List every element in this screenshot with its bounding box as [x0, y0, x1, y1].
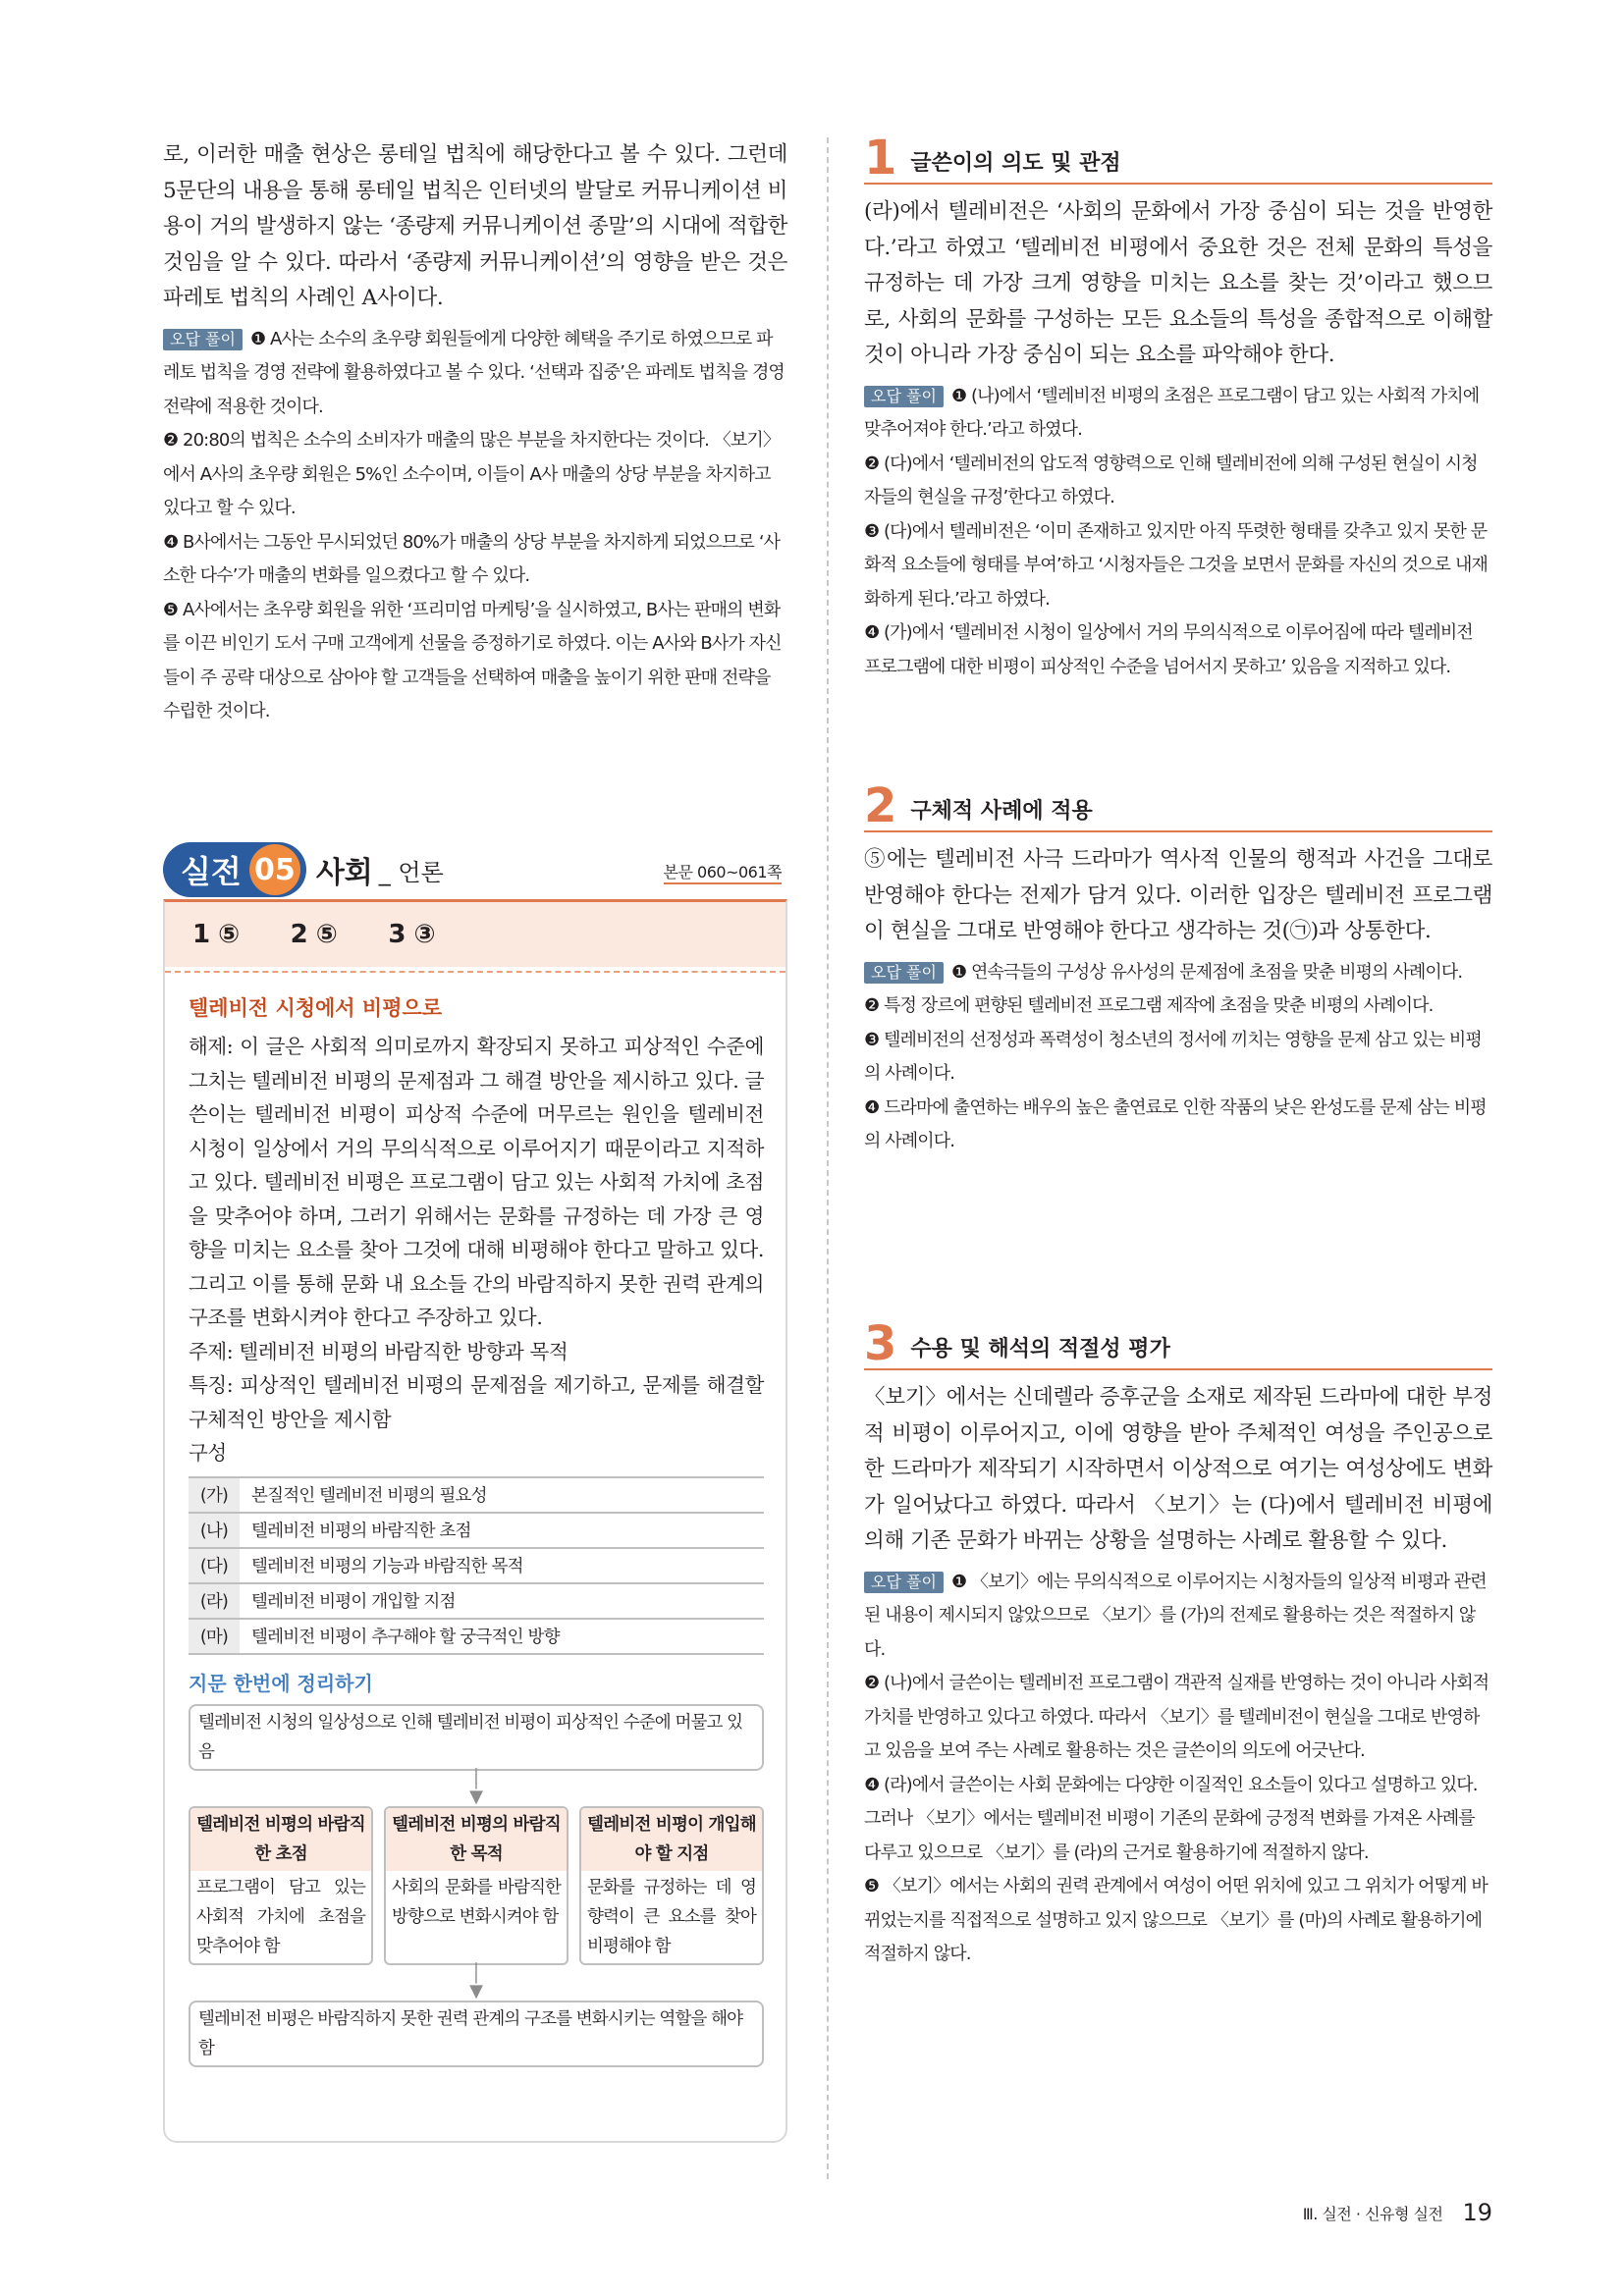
note-item: ❹ B사에서는 그동안 무시되었던 80%가 매출의 상당 부분을 차지하게 되었으므로 ‘사소한 다수’가 매출의 변화를 일으켰다고 할 수 있다.: [163, 531, 781, 586]
arrow-down-icon: │ ▼: [469, 1962, 483, 2002]
note-item: ❷ (나)에서 글쓴이는 텔레비전 프로그램이 객관적 실재를 반영하는 것이 아니라 사회적 가치를 반영하고 있다고 하였다. 따라서 〈보기〉를 텔레비전이 현실을 그대로 반영하고 있음을 보여 주는 사례로 활용하는 것은 글쓴이의 의도에 어긋난다.: [864, 1673, 1489, 1761]
wrong-answer-notes: [163, 323, 787, 729]
section-title: 구체적 사례에 적용: [910, 799, 1093, 824]
section-header: [864, 778, 1492, 833]
wrong-answer-badge: 오답 풀이: [864, 962, 944, 984]
wrong-answer-notes: [864, 1566, 1492, 1972]
structure-row: (라) 텔레비전 비평이 개입할 지점: [189, 1583, 764, 1619]
continued-paragraph: 로, 이러한 매출 현상은 롱테일 법칙에 해당한다고 볼 수 있다. 그런데 5문단의 내용을 통해 롱테일 법칙은 인터넷의 발달로 커뮤니케이션 비용이 거의 발생하지 않는 ‘종량제 커뮤니케이션 종말’의 시대에 적합한 것임을 알 수 있다. 따라서 ‘종량제 커뮤니케이션’의 영향을 받은 것은 파레토 법칙의 사례인 A사이다.: [163, 142, 787, 310]
flow-card-head: 텔레비전 비평의 바람직한 초점: [190, 1808, 371, 1871]
wrong-answer-notes: [864, 956, 1492, 1159]
flow-cards: [189, 1806, 764, 1965]
structure-label: 구성: [189, 1441, 227, 1465]
note-item: ❹ (라)에서 글쓴이는 사회 문화에는 다양한 이질적인 요소들이 있다고 설명하고 있다. 그러나 〈보기〉에서는 텔레비전 비평이 기존의 문화에 긍정적 변화를 가져온 사례를 다루고 있으므로 〈보기〉를 (라)의 근거로 활용하기에 적절하지 않다.: [864, 1774, 1478, 1863]
flow-card: [384, 1806, 568, 1965]
structure-row: (마) 텔레비전 비평이 추구해야 할 궁극적인 방향: [189, 1619, 764, 1654]
recap-title: 지문 한번에 정리하기: [189, 1671, 373, 1695]
page-number: 19: [1462, 2199, 1492, 2226]
footer-section: Ⅲ. 실전 · 신유형 실전: [1302, 2204, 1443, 2223]
wrong-answer-badge: 오답 풀이: [163, 329, 243, 350]
note-item: ❹ (가)에서 ‘텔레비전 시청이 일상에서 거의 무의식적으로 이루어짐에 따라 텔레비전 프로그램에 대한 비평이 피상적인 수준을 넘어서지 못하고’ 있음을 지적하고 있다.: [864, 622, 1473, 677]
answer-3: 3 ③: [388, 920, 435, 949]
passage-feature: 특징: 피상적인 텔레비전 비평의 문제점을 제기하고, 문제를 해결할 구체적인 방안을 제시함: [189, 1373, 764, 1431]
note-item: ❷ 특정 장르에 편향된 텔레비전 프로그램 제작에 초점을 맞춘 비평의 사례이다.: [864, 995, 1434, 1016]
structure-table: [189, 1476, 764, 1655]
note-item: ❶ 연속극들의 구성상 유사성의 문제점에 초점을 맞춘 비평의 사례이다.: [950, 961, 1463, 983]
structure-row: (다) 텔레비전 비평의 기능과 바람직한 목적: [189, 1548, 764, 1583]
wrong-answer-badge: 오답 풀이: [864, 1572, 944, 1593]
note-item: ❸ (다)에서 텔레비전은 ‘이미 존재하고 있지만 아직 뚜렷한 형태를 갖추고 있지 못한 문화적 요소들에 형태를 부여’하고 ‘시청자들은 그것을 보면서 문화를 자신의 것으로 내재화하게 된다.’라고 하였다.: [864, 520, 1488, 610]
wrong-answer-notes: [864, 380, 1492, 685]
note-item: ❸ 텔레비전의 선정성과 폭력성이 청소년의 정서에 끼치는 영향을 문제 삼고 있는 비평의 사례이다.: [864, 1029, 1482, 1084]
answer-2: 2 ⑤: [290, 920, 338, 949]
practice-category: 사회: [315, 856, 373, 890]
section-paragraph: (라)에서 텔레비전은 ‘사회의 문화에서 가장 중심이 되는 것을 반영한다.’라고 하였고 ‘텔레비전 비평에서 중요한 것은 전체 문화의 특성을 규정하는 데 가장 크게 영향을 미치는 요소를 찾는 것’이라고 했으므로, 사회의 문화를 구성하는 모든 요소들의 특성을 종합적으로 이해할 것이 아니라 가장 중심이 되는 요소를 파악해야 한다.: [864, 199, 1492, 367]
practice-number: 05: [249, 844, 300, 895]
section-paragraph: ⑤에는 텔레비전 사극 드라마가 역사적 인물의 행적과 사건을 그대로 반영해야 한다는 전제가 담겨 있다. 이러한 입장은 텔레비전 프로그램이 현실을 그대로 반영해야 한다고 생각하는 것(㉠)과 상통한다.: [864, 847, 1492, 943]
passage-heading: 텔레비전 시청에서 비평으로: [189, 996, 443, 1020]
dashed-divider: [165, 971, 785, 973]
flow-card: [189, 1806, 373, 1965]
answer-1: 1 ⑤: [192, 920, 240, 949]
practice-tab: [163, 842, 444, 897]
section-header: [864, 1316, 1492, 1371]
note-item: ❹ 드라마에 출연하는 배우의 높은 출연료로 인한 작품의 낮은 완성도를 문제 삼는 비평의 사례이다.: [864, 1096, 1487, 1151]
explanation-section-3: [864, 1316, 1492, 1972]
passage-summary: 해제: 이 글은 사회적 의미로까지 확장되지 못하고 피상적인 수준에 그치는 텔레비전 비평의 문제점과 그 해결 방안을 제시하고 있다. 글쓴이는 텔레비전 비평이 피상적 수준에 머무르는 원인을 텔레비전 시청이 일상에서 거의 무의식적으로 이루어지기 때문이라고 지적하고 있다. 텔레비전 비평은 프로그램이 담고 있는 사회적 가치에 초점을 맞추어야 하며, 그러기 위해서는 문화를 규정하는 데 가장 큰 영향을 미치는 요소를 찾아 그것에 대해 비평해야 한다고 말하고 있다. 그리고 이를 통해 문화 내 요소들 간의 바람직하지 못한 권력 관계의 구조를 변화시켜야 한다고 주장하고 있다.: [189, 1035, 764, 1329]
page-footer: [1303, 2199, 1492, 2226]
section-paragraph: 〈보기〉에서는 신데렐라 증후군을 소재로 제작된 드라마에 대한 부정적 비평이 이루어지고, 이에 영향을 받아 주체적인 여성을 주인공으로 한 드라마가 제작되기 시작하면서 이상적으로 여기는 여성상에도 변화가 일어났다고 하였다. 따라서 〈보기〉는 (다)에서 텔레비전 비평에 의해 기존 문화가 바뀌는 상황을 설명하는 사례로 활용할 수 있다.: [864, 1385, 1492, 1553]
practice-pill: [163, 842, 306, 897]
answer-key: [165, 902, 785, 967]
wrong-answer-badge: 오답 풀이: [864, 386, 944, 407]
section-title: 글쓴이의 의도 및 관점: [910, 151, 1121, 176]
passage-theme: 주제: 텔레비전 비평의 바람직한 방향과 목적: [189, 1339, 568, 1363]
arrow-down-icon: │ ▼: [469, 1768, 483, 1807]
structure-row: (가) 본질적인 텔레비전 비평의 필요성: [189, 1477, 764, 1513]
section-title: 수용 및 해석의 적절성 평가: [910, 1337, 1170, 1362]
left-column: [163, 137, 787, 729]
note-item: ❶ A사는 소수의 초우량 회원들에게 다양한 혜택을 주기로 하였으므로 파레토 법칙을 경영 전략에 활용하였다고 볼 수 있다. ‘선택과 집중’은 파레토 법칙을 경영 전략에 적용한 것이다.: [163, 328, 785, 417]
note-item: ❷ (다)에서 ‘텔레비전의 압도적 영향력으로 인해 텔레비전에 의해 구성된 현실이 시청자들의 현실을 규정’한다고 하였다.: [864, 453, 1478, 507]
section-number: 3: [864, 1316, 897, 1371]
flow-top-box: 텔레비전 시청의 일상성으로 인해 텔레비전 비평이 피상적인 수준에 머물고 있음: [189, 1704, 764, 1771]
flow-card: [579, 1806, 764, 1965]
section-number: 2: [864, 778, 897, 833]
note-item: ❺ A사에서는 초우량 회원을 위한 ‘프리미엄 마케팅’을 실시하였고, B사는 판매의 변화를 이끈 비인기 도서 구매 고객에게 선물을 증정하기로 하였다. 이는 A사와 B사가 자신들이 주 공략 대상으로 삼아야 할 고객들을 선택하여 매출을 높이기 위한 판매 전략을 수립한 것이다.: [163, 599, 782, 721]
note-item: ❷ 20:80의 법칙은 소수의 소비자가 매출의 많은 부분을 차지한다는 것이다. 〈보기〉에서 A사의 초우량 회원은 5%인 소수이며, 이들이 A사 매출의 상당 부분을 차지하고 있다고 할 수 있다.: [163, 430, 780, 518]
note-item: ❶ (나)에서 ‘텔레비전 비평의 초점은 프로그램이 담고 있는 사회적 가치에 맞추어져야 한다.’라고 하였다.: [864, 385, 1480, 440]
flow-card-body: 문화를 규정하는 데 영향력이 큰 요소를 찾아 비평해야 함: [587, 1877, 756, 1956]
practice-subcategory: _ 언론: [378, 858, 444, 886]
section-header: [864, 131, 1492, 186]
flow-bottom-box: 텔레비전 비평은 바람직하지 못한 권력 관계의 구조를 변화시키는 역할을 해야 함: [189, 2001, 764, 2067]
flow-card-head: 텔레비전 비평이 개입해야 할 지점: [581, 1808, 762, 1871]
practice-box-frame: [163, 899, 787, 2143]
practice-body: [189, 990, 764, 2067]
structure-row: (나) 텔레비전 비평의 바람직한 초점: [189, 1513, 764, 1548]
note-item: ❶ 〈보기〉에는 무의식적으로 이루어지는 시청자들의 일상적 비평과 관련된 내용이 제시되지 않았으므로 〈보기〉를 (가)의 전제로 활용하는 것은 적절하지 않다.: [864, 1571, 1487, 1660]
practice-box: [163, 842, 787, 2142]
practice-label: 실전: [181, 853, 242, 890]
right-column: [864, 131, 1492, 1972]
flow-card-head: 텔레비전 비평의 바람직한 목적: [386, 1808, 567, 1871]
explanation-section-1: [864, 131, 1492, 785]
note-item: ❺ 〈보기〉에서는 사회의 권력 관계에서 여성이 어떤 위치에 있고 그 위치가 어떻게 바뀌었는지를 직접적으로 설명하고 있지 않으므로 〈보기〉를 (마)의 사례로 활용하기에 적절하지 않다.: [864, 1876, 1488, 1964]
flow-card-body: 프로그램이 담고 있는 사회적 가치에 초점을 맞추어야 함: [196, 1877, 365, 1956]
flow-card-body: 사회의 문화를 바람직한 방향으로 변화시켜야 함: [392, 1877, 561, 1927]
explanation-section-2: [864, 778, 1492, 1323]
section-number: 1: [864, 131, 897, 186]
page-reference: 본문 060~061쪽: [664, 860, 782, 884]
column-divider: [827, 137, 829, 2179]
